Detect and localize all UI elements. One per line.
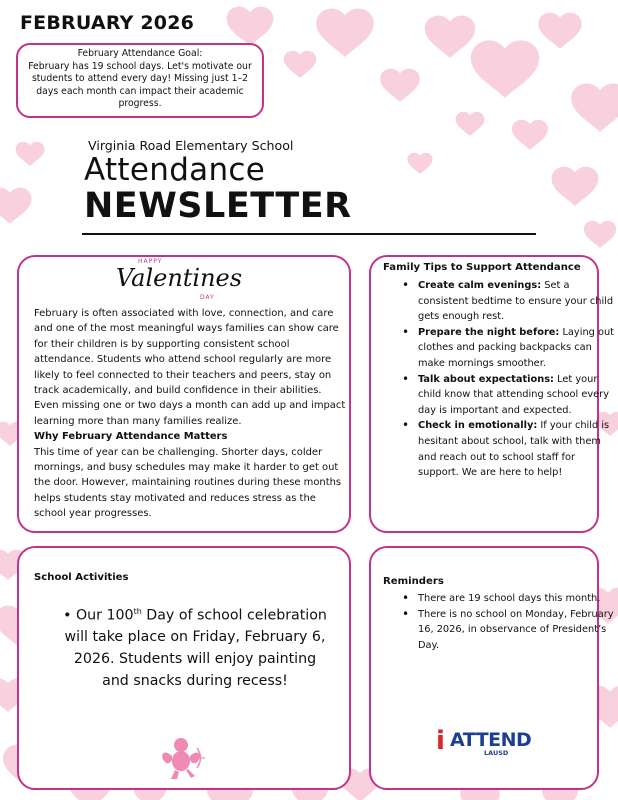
list-item: • Create calm evenings: Set a consistent bedtime to ensure your child gets enough rest. [418,278,618,325]
section-heading: Why February Attendance Matters [34,431,228,443]
list-item: • There are 19 school days this month. [418,591,618,607]
newsletter-month: FEBRUARY 2026 [20,12,195,34]
activity-item: • Our 100th Day of school celebration will take place on Friday, February 6, 2026. Students will enjoy painting and snacks during recess! [63,607,327,689]
intro-paragraph: February is often associated with love, connection, and care and one of the most meaningful ways families can show care for their children is by supporting consistent school attendance. Students who attend school regularly are more likely to feel connected to their teachers and peers, stay on track academically, and build confidence in their abilities. Even missing one or two days a month can add up and impact learning more than many families realize. [34,308,346,427]
reminders-title: Reminders [383,576,444,587]
school-name: Virginia Road Elementary School [88,138,294,153]
goal-text: February has 19 school days. Let's motivate our students to attend every day! Missing just 1–2 days each month can impact their academic progress. [28,60,252,110]
title-attendance: Attendance [84,152,266,188]
title-divider [82,233,536,235]
list-item: • Prepare the night before: Laying out clothes and packing backpacks can make mornings smoother. [418,325,618,372]
list-item: • Check in emotionally: If your child is hesitant about school, talk with them and reach out to school staff for support. We are here to help! [418,418,618,480]
reminders-list [394,591,618,653]
happy-valentines-day-logo: HAPPY Valentines DAY [116,258,243,301]
main-article [34,306,346,522]
list-item: • There is no school on Monday, February 16, 2026, in observance of President’s Day. [418,607,618,654]
i-attend-lausd-logo: i ATTEND LAUSD [436,726,532,757]
cupid-icon [157,732,207,780]
body-paragraph: This time of year can be challenging. Shorter days, colder mornings, and busy schedules may make it harder to get out the door. However, maintaining routines during these months helps students stay motivated and reduces stress as the school year progresses. [34,446,342,520]
list-item: • Talk about expectations: Let your child know that attending school every day is important and expected. [418,372,618,419]
tips-list [390,278,618,481]
activities-title: School Activities [34,572,129,583]
tips-title: Family Tips to Support Attendance [383,262,581,273]
attendance-goal-box [16,43,264,118]
goal-title: February Attendance Goal: [77,48,203,59]
activity-bullet: • [63,607,72,624]
title-newsletter: NEWSLETTER [84,186,352,226]
